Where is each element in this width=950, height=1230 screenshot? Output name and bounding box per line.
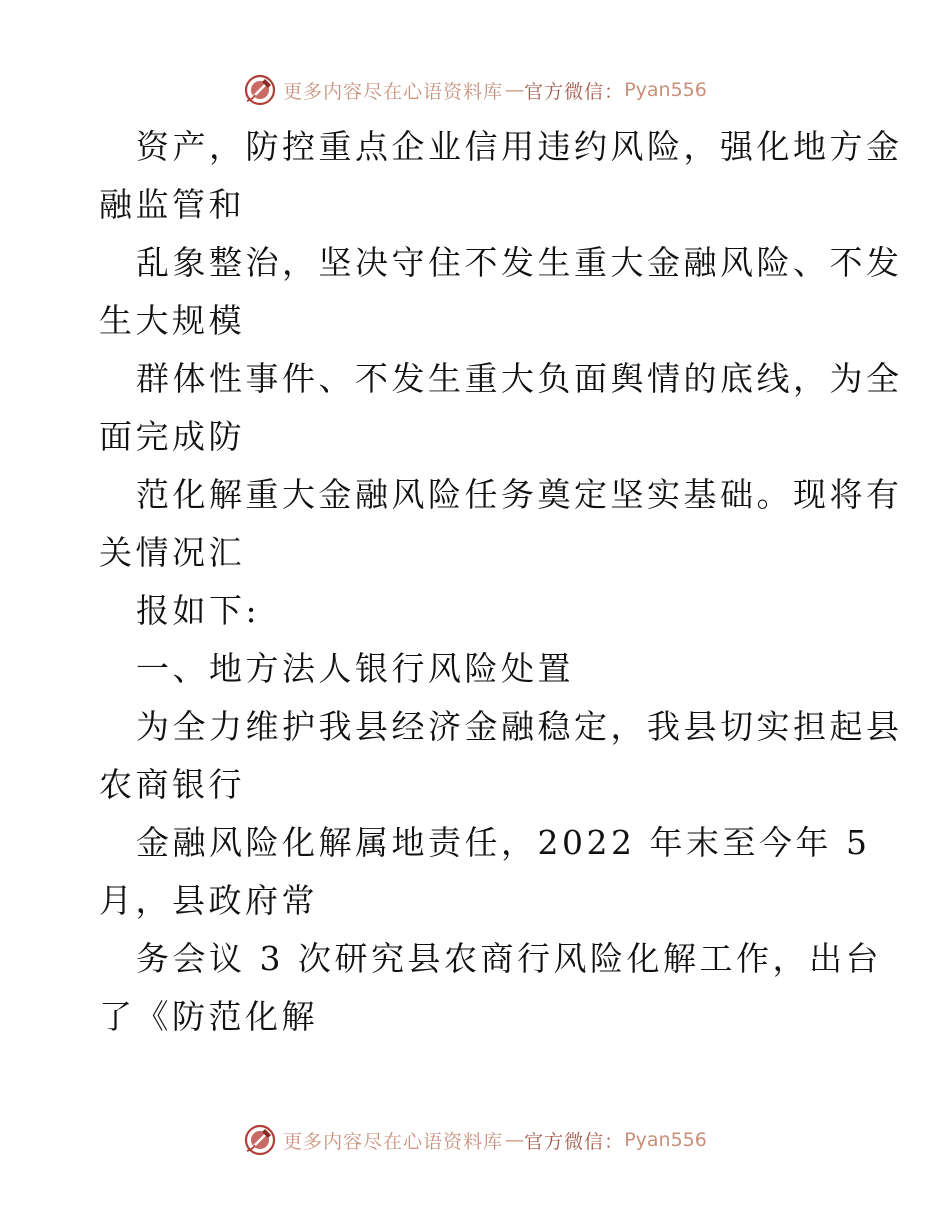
text-line: 群体性事件、不发生重大负面舆情的底线，为全 [136, 359, 903, 398]
watermark-id: Pyan556 [624, 79, 707, 101]
watermark-brand: 更多内容尽在心语资料库 [283, 1130, 504, 1153]
text-line: 报如下: [136, 591, 261, 630]
watermark-label: 官方微信： [524, 1130, 625, 1153]
section-heading: 一、地方法人银行风险处置 [136, 649, 574, 688]
watermark-brand: 更多内容尽在心语资料库 [283, 80, 504, 103]
text-line: 农商银行 [99, 765, 245, 804]
text-line: 为全力维护我县经济金融稳定，我县切实担起县 [136, 707, 903, 746]
text-line: 月，县政府常 [99, 881, 318, 920]
text-line: 面完成防 [99, 417, 245, 456]
text-line: 融监管和 [99, 185, 245, 224]
text-line: 生大规模 [99, 301, 245, 340]
watermark-separator: — [505, 79, 523, 101]
text-line: 关情况汇 [99, 533, 245, 572]
pen-circle-logo-icon [243, 73, 277, 107]
header-watermark [0, 70, 950, 110]
text-line: 金融风险化解属地责任，2022 年末至今年 5 [136, 823, 871, 862]
pen-circle-logo-icon [243, 1123, 277, 1157]
watermark-id: Pyan556 [624, 1129, 707, 1151]
watermark-label: 官方微信： [524, 80, 625, 103]
watermark-separator: — [505, 1129, 523, 1151]
text-line: 范化解重大金融风险任务奠定坚实基础。现将有 [136, 475, 903, 514]
footer-watermark [0, 1120, 950, 1160]
text-line: 务会议 3 次研究县农商行风险化解工作，出台 [136, 939, 882, 978]
text-line: 乱象整治，坚决守住不发生重大金融风险、不发 [136, 243, 903, 282]
text-line: 了《防范化解 [99, 997, 318, 1036]
text-line: 资产，防控重点企业信用违约风险，强化地方金 [136, 127, 903, 166]
